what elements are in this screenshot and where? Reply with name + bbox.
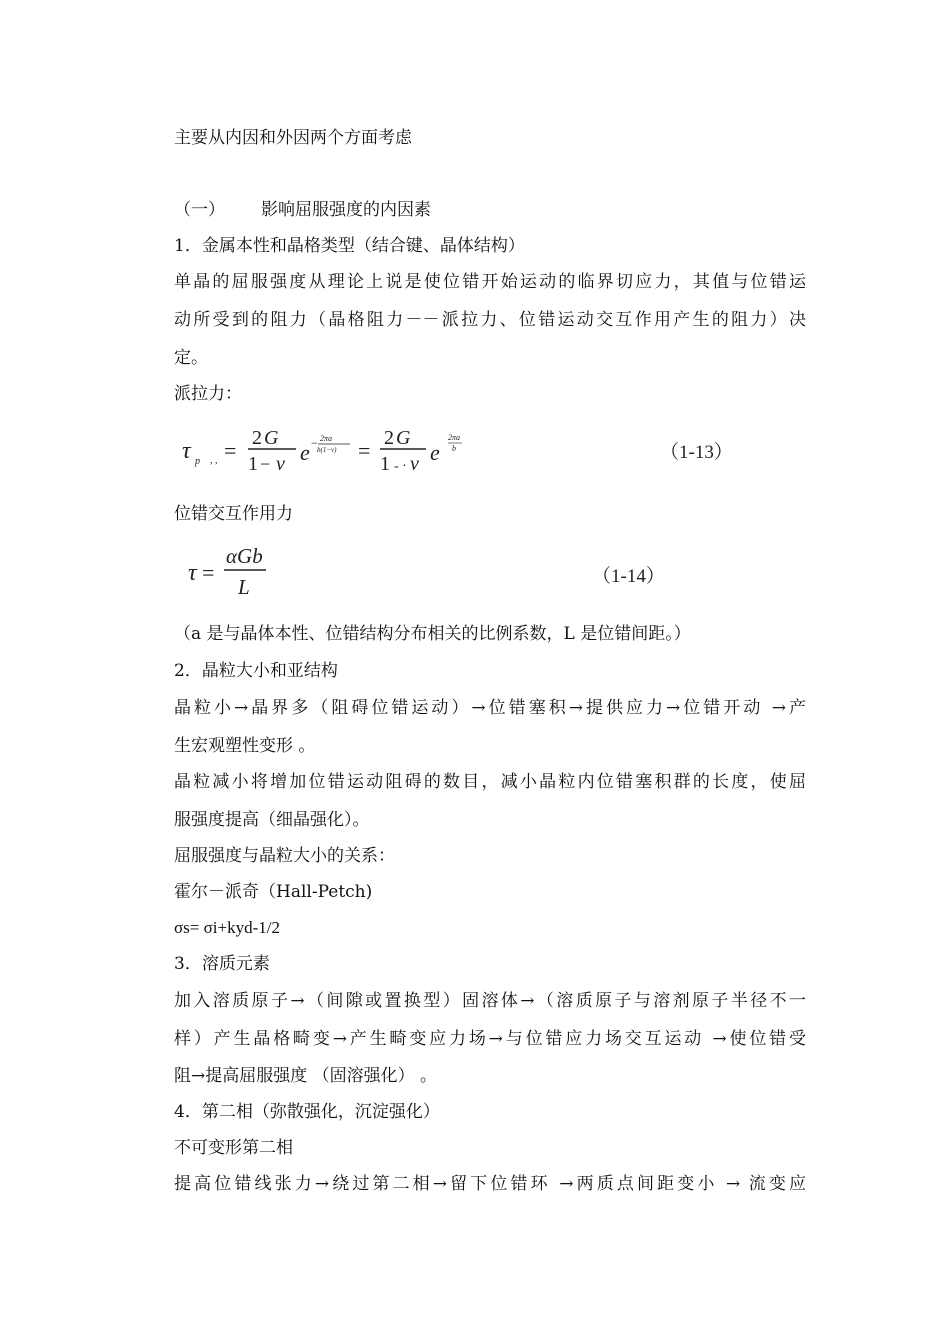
svg-text:- ·: - · xyxy=(394,459,407,474)
interaction-equation-image xyxy=(180,540,290,604)
grain-size-relation-label: 屈服强度与晶粒大小的关系： xyxy=(174,846,395,866)
section-1-heading xyxy=(174,199,806,221)
item-2-paragraph-1-line-1: 晶粒小→晶界多（阻碍位错运动）→位错塞积→提供应力→位错开动 →产 xyxy=(174,698,806,718)
item-1-title: 1．金属本性和晶格类型（结合键、晶体结构） xyxy=(174,236,525,256)
item-3-paragraph-line-3: 阻→提高屈服强度 （固溶强化） 。 xyxy=(174,1066,438,1086)
hall-petch-label: 霍尔－派奇（Hall-Petch) xyxy=(174,882,373,902)
item-1-paragraph-line-2: 动所受到的阻力（晶格阻力－－派拉力、位错运动交互作用产生的阻力）决 xyxy=(174,310,806,330)
item-2-paragraph-2-line-2: 服强度提高（细晶强化）。 xyxy=(174,810,370,830)
svg-text:e: e xyxy=(300,440,310,465)
svg-text:e: e xyxy=(430,440,440,465)
svg-text:=: = xyxy=(202,560,215,585)
item-3-paragraph-line-1: 加入溶质原子→（间隙或置换型）固溶体→（溶质原子与溶剂原子半径不一 xyxy=(174,991,806,1011)
svg-text:2πa: 2πa xyxy=(448,433,461,442)
svg-text:1: 1 xyxy=(248,453,258,475)
hall-petch-formula: σs= σi+kyd-1/2 xyxy=(174,918,280,937)
item-1-paragraph-line-1: 单晶的屈服强度从理论上说是使位错开始运动的临界切应力，其值与位错运 xyxy=(174,272,806,292)
interaction-label: 位错交互作用力 xyxy=(174,504,293,524)
equation-1-13-number: （1-13） xyxy=(660,442,733,463)
svg-text:, ,: , , xyxy=(210,455,218,466)
section-1-title: 影响屈服强度的内因素 xyxy=(261,200,431,220)
svg-text:=: = xyxy=(224,438,237,463)
item-4-title: 4．第二相（弥散强化，沉淀强化） xyxy=(174,1102,440,1122)
peierls-equation-image xyxy=(180,418,480,482)
svg-text:p: p xyxy=(195,456,200,467)
item-2-paragraph-2-line-1: 晶粒减小将增加位错运动阻碍的数目，减小晶粒内位错塞积群的长度，使屈 xyxy=(174,772,806,792)
item-3-paragraph-line-2: 样）产生晶格畸变→产生畸变应力场→与位错应力场交互运动 →使位错受 xyxy=(174,1029,806,1049)
item-1-paragraph-line-3: 定。 xyxy=(174,348,208,368)
svg-text:b: b xyxy=(452,444,456,453)
svg-text:b(1−ν): b(1−ν) xyxy=(317,446,337,454)
svg-text:αGb: αGb xyxy=(226,544,263,568)
svg-text:τ: τ xyxy=(188,560,197,586)
svg-text:ν: ν xyxy=(276,453,285,475)
svg-text:G: G xyxy=(396,427,411,449)
intro-heading: 主要从内因和外因两个方面考虑 xyxy=(174,128,412,148)
item-4-subtitle: 不可变形第二相 xyxy=(174,1138,293,1158)
svg-text:G: G xyxy=(264,427,279,449)
svg-text:−: − xyxy=(260,454,271,474)
svg-text:ν: ν xyxy=(410,453,419,475)
svg-text:2: 2 xyxy=(252,427,262,449)
svg-text:2: 2 xyxy=(384,427,394,449)
svg-text:L: L xyxy=(238,575,250,599)
equation-1-14-number: （1-14） xyxy=(592,566,665,587)
peierls-label: 派拉力： xyxy=(174,384,242,404)
svg-text:=: = xyxy=(358,438,371,463)
coefficient-note: （a 是与晶体本性、位错结构分布相关的比例系数，L 是位错间距。） xyxy=(174,624,691,644)
item-4-paragraph-line-1: 提高位错线张力→绕过第二相→留下位错环 →两质点间距变小 → 流变应 xyxy=(174,1174,806,1194)
item-2-paragraph-1-line-2: 生宏观塑性变形 。 xyxy=(174,736,316,756)
svg-text:2πa: 2πa xyxy=(320,434,333,443)
item-2-title: 2．晶粒大小和亚结构 xyxy=(174,661,338,681)
svg-text:1: 1 xyxy=(380,453,390,475)
item-3-title: 3．溶质元素 xyxy=(174,954,270,974)
section-1-number: （一） xyxy=(174,200,225,220)
svg-text:τ: τ xyxy=(182,438,191,464)
svg-text:−: − xyxy=(311,436,318,450)
